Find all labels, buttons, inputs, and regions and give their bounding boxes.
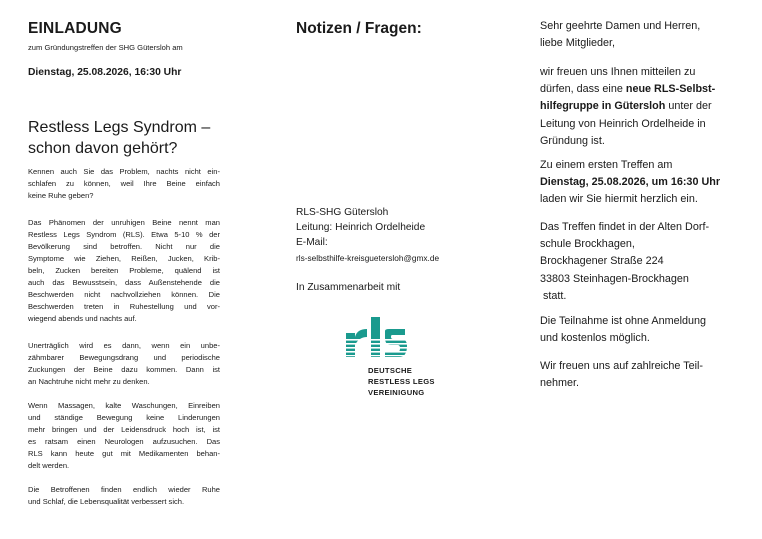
right-panel — [540, 0, 736, 539]
text-line: Unerträglich wird es dann, wenn ein unbe- — [28, 341, 220, 350]
text-line: es ratsam einen Neurologen aufzusuchen. Das — [28, 437, 220, 446]
text-line: Wenn Massagen, kalte Waschungen, Einreiben — [28, 401, 220, 410]
paragraph-treatment — [28, 400, 220, 472]
text-line: und ständige Bewegung keine Linderungen — [28, 413, 220, 422]
text-line: Sehr geehrte Damen und Herren, — [540, 20, 701, 32]
text-line: nehmer. — [540, 377, 580, 390]
logo-line: RESTLESS LEGS — [368, 377, 435, 386]
left-panel — [28, 0, 220, 539]
text-line: Beschwerden treten in Ruhestellung und vor- — [28, 302, 220, 311]
letter-participation — [540, 313, 706, 347]
headline-line: schon davon gehört? — [28, 140, 178, 157]
text-line: schlafen zu können, weil Ihre Beine einfach — [28, 179, 220, 188]
group-name: RLS-SHG Gütersloh — [296, 207, 389, 218]
text-line: Symptome wie Ziehen, Reißen, Jucken, Krib- — [28, 254, 220, 263]
text-line: 33803 Steinhagen-Brockhagen — [540, 272, 689, 285]
text-line: wiegend abends und nachts auf. — [28, 314, 137, 323]
text-line: Wir freuen uns auf zahlreiche Teil- — [540, 360, 704, 372]
text-line: Brockhagener Straße 224 — [540, 255, 664, 268]
notes-title: Notizen / Fragen: — [296, 20, 422, 37]
invitation-date: Dienstag, 25.08.2026, 16:30 Uhr — [28, 67, 182, 78]
text-line: Zu einem ersten Treffen am — [540, 159, 673, 171]
text-line: Die Betroffenen finden endlich wieder Ruhe — [28, 485, 220, 494]
invitation-subtitle: zum Gründungstreffen der SHG Gütersloh am — [28, 43, 183, 52]
middle-panel — [296, 0, 486, 539]
text-line: statt. — [540, 289, 567, 302]
text-line: liebe Mitglieder, — [540, 37, 616, 50]
meeting-date: Dienstag, 25.08.2026, um 16:30 Uhr — [540, 176, 721, 189]
headline-line: Restless Legs Syndrom – — [28, 119, 211, 136]
invitation-title: EINLADUNG — [28, 20, 122, 37]
text-line: Das Phänomen der unruhigen Beine nennt man — [28, 218, 220, 227]
headline — [28, 117, 228, 159]
highlight-text: neue RLS-Selbst- — [625, 83, 716, 96]
text-line: und Schlaf, die Lebensqualität verbessert sich. — [28, 497, 185, 506]
paragraph-relief — [28, 484, 220, 508]
rls-logo-icon — [343, 315, 413, 361]
text-line: und kostenlos möglich. — [540, 332, 650, 345]
email-label: E-Mail: — [296, 237, 328, 248]
text-line: mehr bringen und der Leidensdruck hoch ist, ist — [28, 425, 220, 434]
cooperation-text: In Zusammenarbeit mit — [296, 282, 401, 293]
text-line: delt werden. — [28, 461, 70, 470]
logo-line: VEREINIGUNG — [368, 388, 425, 397]
text-line: keine Ruhe geben? — [28, 191, 94, 200]
letter-closing — [540, 358, 703, 392]
text-line — [540, 98, 715, 115]
paragraph-phenomenon — [28, 217, 220, 325]
letter-greeting — [540, 18, 700, 52]
text-line: Restless Legs Syndrom (RLS). Etwa 5-10 % der — [28, 230, 220, 239]
text-line — [540, 81, 715, 98]
letter-location — [540, 219, 709, 305]
text-line: Die Teilnahme ist ohne Anmeldung — [540, 315, 707, 327]
text-run: dürfen, dass eine — [540, 83, 626, 96]
text-line: schule Brockhagen, — [540, 238, 635, 251]
text-line: Das Treffen findet in der Alten Dorf- — [540, 221, 710, 233]
text-line: Leitung von Heinrich Ordelheide in — [540, 117, 706, 130]
text-run: unter der — [665, 100, 712, 113]
text-line: laden wir Sie hiermit herzlich ein. — [540, 193, 698, 206]
logo-wordmark — [368, 365, 435, 398]
text-line: Zuckungen der Beine dazu kommen. Dann ist — [28, 365, 220, 374]
text-line: Kennen auch Sie das Problem, nachts nicht ein- — [28, 167, 220, 176]
text-line: Gründung ist. — [540, 134, 605, 147]
paragraph-urge — [28, 340, 220, 388]
text-line: an Nachtruhe nicht mehr zu denken. — [28, 377, 150, 386]
letter-meeting — [540, 157, 720, 209]
logo-line: DEUTSCHE — [368, 366, 413, 375]
email-address: rls-selbsthilfe-kreisguetersloh@gmx.de — [296, 253, 440, 263]
text-line: wir freuen uns Ihnen mitteilen zu — [540, 66, 696, 78]
paragraph-problem — [28, 166, 220, 202]
group-leader: Leitung: Heinrich Ordelheide — [296, 222, 426, 233]
text-line: zähmbarer Bewegungsdrang und periodische — [28, 353, 220, 362]
text-line: beln, Zucken bereiten Probleme, quälend ist — [28, 266, 220, 275]
text-line: RLS kann heute gut mit Medikamenten behan- — [28, 449, 220, 458]
highlight-text: hilfegruppe in Gütersloh — [540, 100, 666, 113]
text-line: Bevölkerung sind betroffen. Nicht nur die — [28, 242, 220, 251]
text-line: Beschwerden nicht nachvollziehen können. Die — [28, 290, 220, 299]
letter-intro — [540, 64, 715, 150]
text-line: auch das Bewusstsein, dass Außenstehende die — [28, 278, 220, 287]
